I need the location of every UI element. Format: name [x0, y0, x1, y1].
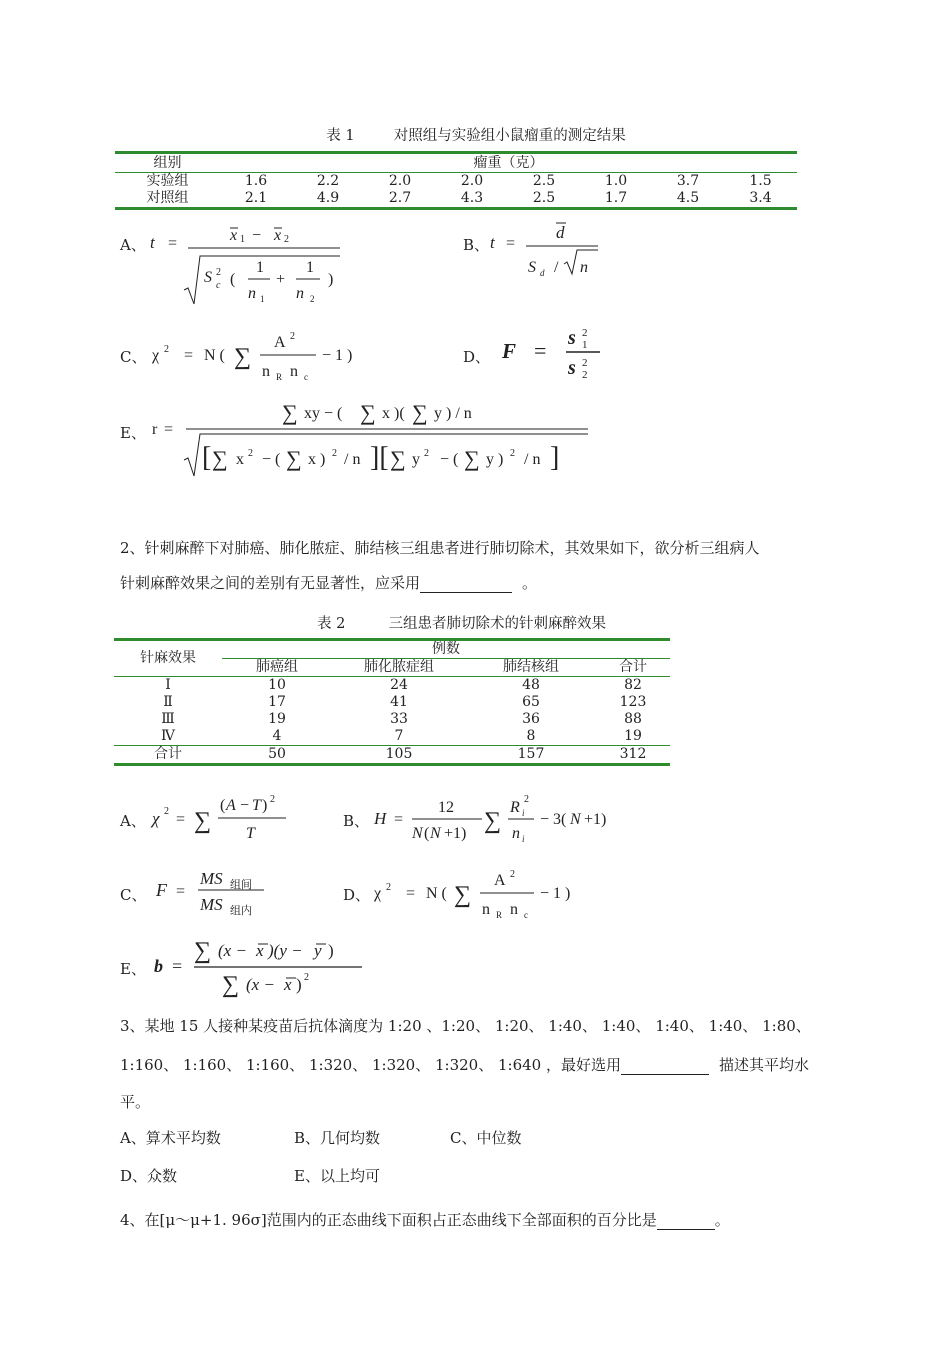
svg-text:A: A — [226, 797, 236, 814]
q2-end-mark: 。 — [522, 574, 538, 592]
q1-option-d-label: D、 — [463, 348, 491, 366]
svg-text:∑: ∑ — [222, 972, 240, 998]
table-cell: 3.4 — [749, 190, 772, 206]
q3-line2-pre: 1:160、 1:160、 1:160、 1:320、 1:320、 1:320、 1:640 ，最好选用 — [120, 1056, 621, 1074]
table-cell: 3.7 — [676, 173, 700, 189]
table-cell: 33 — [390, 711, 408, 727]
table-row — [114, 694, 670, 711]
table-cell: 19 — [624, 728, 642, 744]
svg-text:R: R — [510, 799, 520, 816]
svg-text:): ) — [328, 941, 334, 960]
svg-text:(: ( — [220, 797, 226, 814]
svg-text:2: 2 — [310, 294, 315, 304]
svg-text:=: = — [168, 235, 178, 252]
table-cell: 157 — [517, 746, 545, 762]
svg-text:y ): y ) — [486, 451, 504, 468]
svg-text:组间: 组间 — [230, 879, 252, 891]
table-cell: 2.0 — [388, 173, 412, 189]
svg-text:(x −: (x − — [246, 975, 275, 994]
q1-formula-e — [150, 394, 600, 484]
q2-option-e-label: E、 — [120, 960, 146, 978]
table2-header-cases: 例数 — [222, 640, 670, 659]
q2-answer-blank — [420, 574, 512, 593]
svg-text:− 1 ): − 1 ) — [322, 347, 353, 364]
svg-text:+1): +1) — [584, 811, 607, 828]
svg-text:xy − (: xy − ( — [304, 405, 343, 422]
svg-text:=: = — [176, 811, 186, 828]
svg-text:MS: MS — [200, 895, 223, 914]
svg-text:S: S — [528, 259, 536, 276]
svg-text:2: 2 — [386, 882, 391, 893]
table-row — [114, 677, 670, 695]
table-cell: 2.5 — [532, 173, 556, 189]
svg-text:[: [ — [202, 442, 212, 473]
q1-formula-c — [150, 326, 370, 386]
table2-column-header: 肺结核组 — [503, 659, 559, 675]
svg-text:(: ( — [424, 825, 430, 842]
table-cell: 88 — [624, 711, 642, 727]
table1-caption-no: 表 1 — [326, 128, 355, 144]
svg-text:∑: ∑ — [286, 446, 302, 471]
svg-text:2: 2 — [332, 448, 337, 459]
svg-text:t: t — [490, 233, 495, 252]
svg-text:MS: MS — [200, 869, 223, 888]
table1 — [115, 151, 797, 210]
svg-text:∑: ∑ — [484, 808, 502, 834]
table2-caption-text: 三组患者肺切除术的针刺麻醉效果 — [388, 616, 607, 632]
svg-text:∑: ∑ — [194, 808, 212, 834]
svg-text:y: y — [314, 941, 322, 960]
svg-text:): ) — [262, 797, 268, 814]
q4-answer-blank — [657, 1211, 715, 1230]
svg-text:∑: ∑ — [234, 344, 252, 370]
svg-text:n: n — [296, 285, 304, 302]
svg-text:F: F — [502, 339, 517, 363]
svg-text:2: 2 — [582, 327, 588, 339]
svg-text:2: 2 — [216, 267, 221, 278]
svg-text:− (: − ( — [262, 451, 281, 468]
svg-text:2: 2 — [304, 972, 309, 983]
svg-text:x: x — [236, 451, 244, 468]
svg-text:n: n — [580, 259, 588, 276]
svg-text:N: N — [430, 825, 441, 842]
table-cell: 48 — [522, 677, 540, 693]
table-row — [115, 190, 797, 209]
svg-text:2: 2 — [510, 869, 515, 880]
svg-text:(x −: (x − — [218, 941, 247, 960]
svg-text:/: / — [554, 259, 559, 276]
svg-text:=: = — [406, 885, 416, 902]
q1-option-e-label: E、 — [120, 424, 146, 442]
svg-text:c: c — [524, 910, 528, 920]
svg-text:2: 2 — [248, 448, 253, 459]
svg-text:χ: χ — [152, 809, 160, 828]
svg-text:N (: N ( — [426, 885, 447, 902]
q3-answer-blank — [621, 1056, 709, 1075]
svg-text:y ) / n: y ) / n — [434, 405, 472, 422]
table1-header-row — [115, 153, 797, 173]
svg-text:x )(: x )( — [382, 405, 405, 422]
svg-text:∑: ∑ — [454, 882, 472, 908]
svg-text:=: = — [534, 338, 547, 363]
svg-text:S: S — [204, 269, 212, 286]
table2-caption — [317, 612, 606, 633]
svg-text:): ) — [328, 271, 334, 288]
svg-text:− 3(: − 3( — [540, 811, 567, 828]
table-cell: 7 — [394, 728, 404, 744]
table-cell: 10 — [268, 677, 286, 693]
table-cell: 82 — [624, 677, 642, 693]
table-cell: 123 — [619, 694, 647, 710]
svg-text:b: b — [154, 956, 163, 976]
q4-text: 4、在[μ～μ+1. 96σ]范围内的正态曲线下面积占正态曲线下全部面积的百分比是 — [120, 1211, 657, 1229]
svg-text:i: i — [522, 834, 525, 844]
svg-text:x: x — [230, 227, 238, 244]
table1-row-label: 对照组 — [146, 190, 189, 206]
svg-text:2: 2 — [270, 794, 275, 805]
svg-text:− (: − ( — [440, 451, 459, 468]
q2-text-line1: 2、针刺麻醉下对肺癌、肺化脓症、肺结核三组患者进行肺切除术，其效果如下，欲分析三组病人 — [120, 539, 760, 557]
svg-text:∑: ∑ — [212, 446, 228, 471]
svg-text:]: ] — [550, 442, 560, 473]
svg-text:2: 2 — [164, 806, 169, 817]
q2-option-a-label: A、 — [120, 812, 146, 830]
table-cell: 1.7 — [604, 190, 628, 206]
svg-text:y: y — [412, 451, 420, 468]
svg-text:n: n — [248, 285, 256, 302]
svg-text:1: 1 — [260, 294, 265, 304]
q4-line — [120, 1210, 730, 1230]
table-cell: 4 — [272, 728, 282, 744]
svg-text:t: t — [150, 233, 155, 252]
svg-text:组内: 组内 — [230, 905, 252, 917]
table-cell: 4.3 — [460, 190, 484, 206]
svg-text:∑: ∑ — [390, 446, 406, 471]
svg-text:n: n — [290, 363, 298, 380]
svg-text:x ): x ) — [308, 451, 326, 468]
svg-text:1: 1 — [256, 259, 264, 276]
q1-formula-a — [148, 218, 348, 308]
table2-column-header: 合计 — [619, 659, 647, 675]
svg-text:=: = — [394, 811, 404, 828]
q3-option-e[interactable]: E、以上均可 — [294, 1167, 380, 1185]
svg-text:=: = — [506, 235, 516, 252]
table-row — [114, 711, 670, 728]
svg-text:2: 2 — [582, 369, 588, 381]
table-cell: 2.1 — [244, 190, 268, 206]
q3-line2-post: 描述其平均水 — [718, 1056, 809, 1074]
svg-text:x: x — [284, 975, 292, 994]
svg-text:12: 12 — [438, 799, 454, 816]
q3-option-b[interactable]: B、几何均数 — [294, 1129, 381, 1147]
q3-option-d[interactable]: D、众数 — [120, 1167, 178, 1185]
table-cell: 4.9 — [316, 190, 340, 206]
svg-text:2: 2 — [510, 448, 515, 459]
svg-text:1: 1 — [582, 339, 588, 351]
table-cell: 1.5 — [749, 173, 772, 189]
svg-text:R: R — [496, 910, 503, 920]
table1-header-weight: 瘤重（克） — [473, 154, 544, 171]
table-cell: 8 — [526, 728, 536, 744]
svg-text:=: = — [164, 421, 174, 438]
svg-text:R: R — [276, 372, 283, 382]
svg-text:s: s — [568, 327, 576, 349]
svg-text:1: 1 — [240, 234, 245, 245]
q4-end-mark: 。 — [714, 1211, 730, 1229]
svg-text:x: x — [256, 941, 264, 960]
q2-formula-c — [154, 866, 284, 922]
svg-text:2: 2 — [164, 344, 169, 355]
q2-text-line2-content: 针刺麻醉效果之间的差别有无显著性，应采用 — [120, 574, 421, 592]
table2-row-label: Ⅳ — [161, 728, 175, 744]
q3-line3: 平。 — [120, 1093, 151, 1111]
q2-formula-e — [152, 934, 372, 998]
table2-row-label: Ⅲ — [161, 711, 175, 727]
table1-row-label: 实验组 — [146, 173, 189, 189]
svg-text:∑: ∑ — [282, 400, 298, 425]
table2-row-label: Ⅰ — [165, 677, 171, 693]
svg-text:N: N — [570, 811, 581, 828]
svg-text:n: n — [512, 825, 520, 842]
svg-text:n: n — [510, 901, 518, 918]
svg-text:− 1 ): − 1 ) — [540, 885, 571, 902]
q3-option-c[interactable]: C、中位数 — [450, 1129, 522, 1147]
svg-text:N: N — [412, 825, 423, 842]
svg-text:2: 2 — [424, 448, 429, 459]
table-cell: 65 — [522, 694, 540, 710]
svg-text:∑: ∑ — [360, 400, 376, 425]
table-cell: 36 — [522, 711, 540, 727]
q2-formula-d — [372, 864, 592, 924]
svg-text:][: ][ — [370, 442, 389, 473]
table-cell: 4.5 — [676, 190, 700, 206]
svg-text:T: T — [246, 825, 255, 842]
svg-text:A: A — [274, 334, 286, 351]
svg-text:1: 1 — [306, 259, 314, 276]
q1-option-c-label: C、 — [120, 348, 147, 366]
svg-text:−: − — [240, 797, 250, 814]
table2-caption-no: 表 2 — [317, 616, 346, 632]
svg-text:d: d — [540, 268, 545, 278]
svg-text:c: c — [216, 280, 221, 291]
table1-caption — [0, 124, 952, 145]
svg-text:/ n: / n — [524, 451, 541, 468]
svg-text:c: c — [304, 372, 308, 382]
svg-text:∑: ∑ — [194, 938, 212, 964]
table-cell: 2.2 — [316, 173, 340, 189]
svg-text:A: A — [494, 872, 506, 889]
q1-formula-b — [488, 218, 608, 288]
svg-text:χ: χ — [374, 885, 382, 902]
table2-header-effect: 针麻效果 — [140, 650, 196, 666]
svg-text:x: x — [274, 227, 282, 244]
q2-option-b-label: B、 — [343, 812, 370, 830]
svg-text:+1): +1) — [444, 825, 467, 842]
table-cell: 17 — [268, 694, 286, 710]
q1-formula-d — [500, 320, 620, 384]
svg-text:=: = — [184, 347, 194, 364]
svg-text:n: n — [482, 901, 490, 918]
svg-text:s: s — [568, 357, 576, 379]
svg-text:): ) — [296, 975, 302, 994]
q3-line2 — [120, 1055, 809, 1075]
table-cell: 19 — [268, 711, 286, 727]
table2-column-header: 肺化脓症组 — [364, 659, 434, 675]
svg-text:−: − — [252, 227, 262, 244]
table-row — [114, 728, 670, 746]
svg-text:(: ( — [230, 271, 236, 288]
table-cell: 2.7 — [388, 190, 412, 206]
svg-text:2: 2 — [582, 357, 588, 369]
svg-text:N (: N ( — [204, 347, 225, 364]
table-cell: 1.6 — [244, 173, 268, 189]
q3-line1: 3、某地 15 人接种某疫苗后抗体滴度为 1:20 、1:20、 1:20、 1:40、 1:40、 1:40、 1:40、 1:80、 — [120, 1017, 811, 1035]
q1-option-a-label: A、 — [120, 236, 146, 254]
table-cell: 312 — [619, 746, 647, 762]
svg-text:F: F — [156, 880, 167, 900]
svg-text:2: 2 — [284, 234, 289, 245]
q2-option-d-label: D、 — [343, 886, 371, 904]
table-cell: 2.0 — [460, 173, 484, 189]
table2-header-row — [114, 640, 670, 659]
table-cell: 2.5 — [532, 190, 556, 206]
svg-text:r: r — [152, 421, 158, 438]
svg-text:)(y −: )(y − — [268, 941, 303, 960]
svg-text:=: = — [176, 883, 186, 900]
table2-column-header: 肺癌组 — [256, 659, 298, 675]
table-row — [115, 173, 797, 191]
table-cell: 41 — [390, 694, 408, 710]
svg-text:=: = — [172, 956, 183, 976]
table-cell: 1.0 — [604, 173, 628, 189]
svg-text:H: H — [374, 809, 387, 828]
q2-formula-a — [150, 790, 300, 846]
table2-total-row — [114, 746, 670, 765]
svg-text:∑: ∑ — [464, 446, 480, 471]
svg-text:2: 2 — [524, 794, 529, 805]
table-cell: 105 — [385, 746, 413, 762]
svg-text:∑: ∑ — [412, 400, 428, 425]
table-cell: 24 — [390, 677, 408, 693]
q2-text-line2 — [120, 573, 537, 593]
q1-option-b-label: B、 — [463, 236, 490, 254]
q3-option-a[interactable]: A、算术平均数 — [120, 1129, 221, 1147]
svg-text:/ n: / n — [344, 451, 361, 468]
svg-text:2: 2 — [290, 331, 295, 342]
table2-row-label: Ⅱ — [163, 694, 173, 710]
svg-text:d: d — [556, 223, 565, 242]
svg-text:T: T — [252, 797, 261, 814]
table1-header-group: 组别 — [153, 155, 182, 171]
svg-text:i: i — [522, 808, 525, 818]
svg-text:χ: χ — [152, 347, 160, 364]
table2 — [114, 638, 670, 766]
q2-formula-b — [372, 790, 632, 850]
svg-text:+: + — [276, 271, 286, 288]
table-cell: 50 — [268, 746, 286, 762]
q2-option-c-label: C、 — [120, 886, 147, 904]
table1-caption-text: 对照组与实验组小鼠瘤重的测定结果 — [393, 128, 626, 144]
svg-text:n: n — [262, 363, 270, 380]
table2-total-label: 合计 — [154, 746, 182, 762]
